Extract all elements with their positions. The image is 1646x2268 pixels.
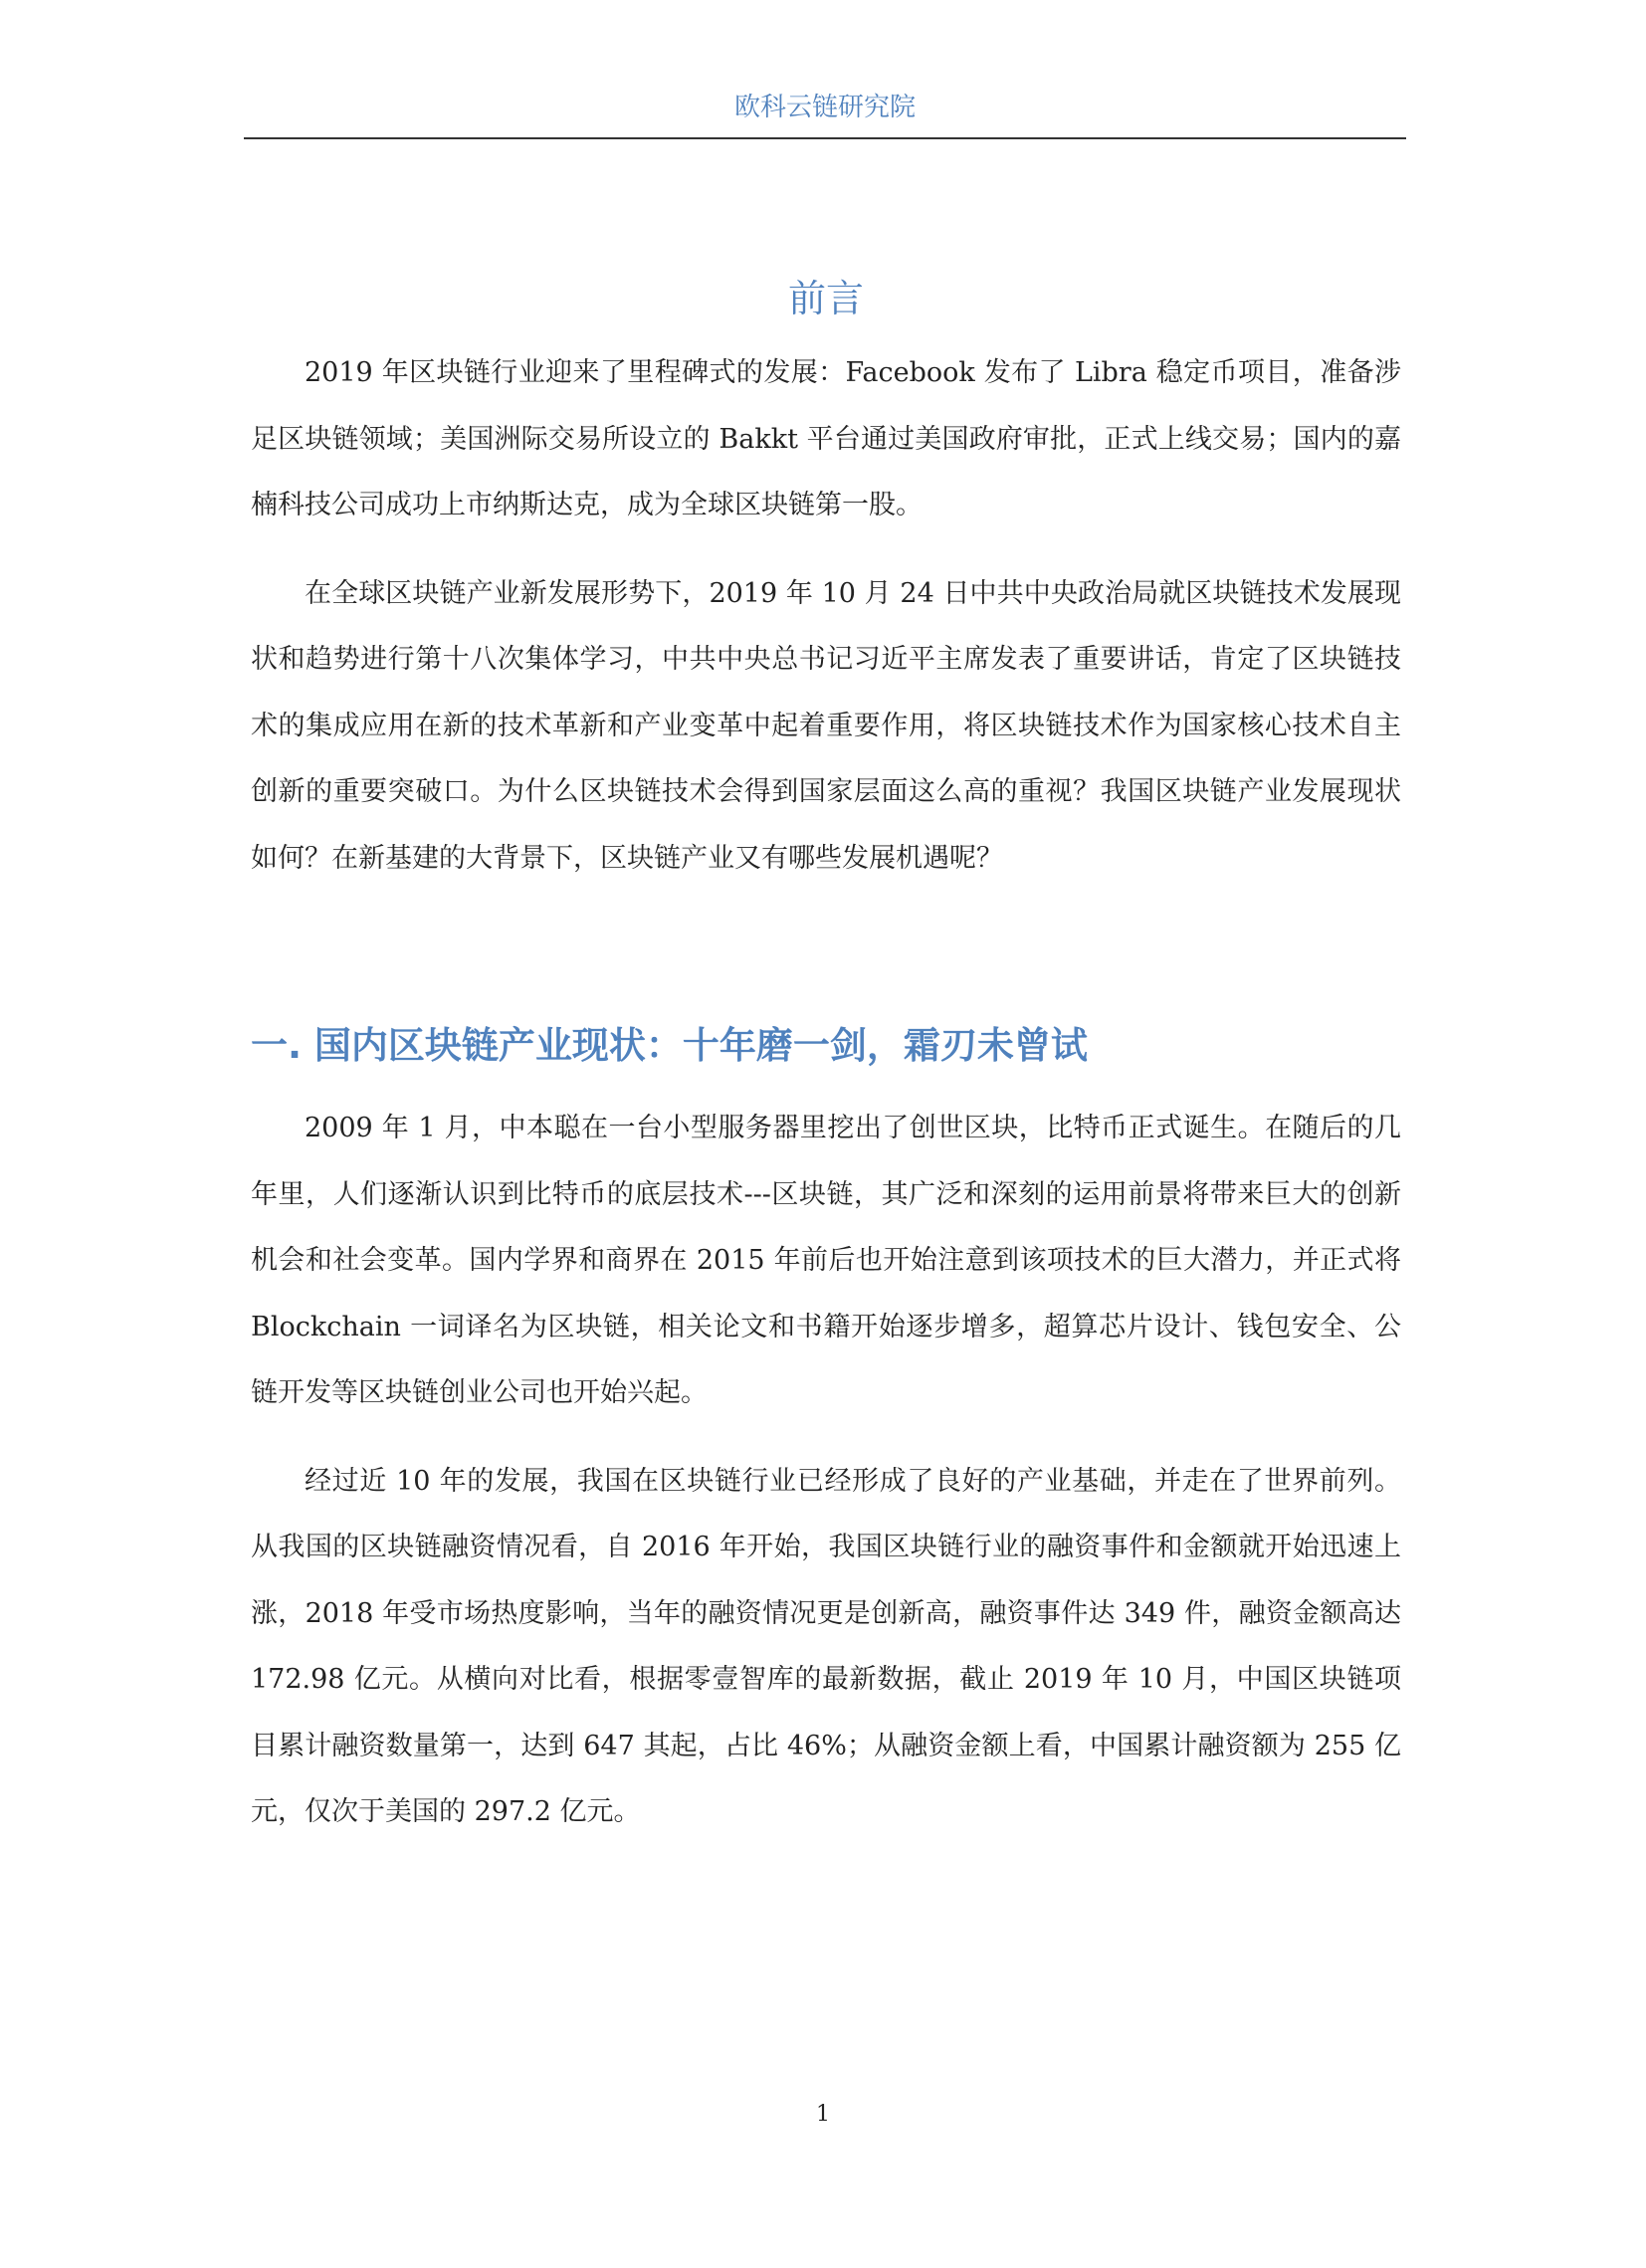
section-1-heading: 一. 国内区块链产业现状：十年磨一剑，霜刃未曾试 — [251, 1024, 1088, 1067]
page-header — [244, 92, 1406, 139]
document-body — [251, 269, 1401, 1868]
preface-heading: 前言 — [787, 277, 864, 320]
preface-paragraph-1: 2019 年区块链行业迎来了里程碑式的发展：Facebook 发布了 Libra 稳定币项目，准备涉足区块链领域；美国洲际交易所设立的 Bakkt 平台通过美国政府审批，正式上线交易；国内的嘉楠科技公司成功上市纳斯达克，成为全球区块链第一股。 — [251, 357, 1401, 520]
section-1-paragraph-2: 经过近 10 年的发展，我国在区块链行业已经形成了良好的产业基础，并走在了世界前列。从我国的区块链融资情况看，自 2016 年开始，我国区块链行业的融资事件和金额就开始迅速上涨，2018 年受市场热度影响，当年的融资情况更是创新高，融资事件达 349 件，融资金额高达 172.98 亿元。从横向对比看，根据零壹智库的最新数据，截止 2019 年 10 月，中国区块链项目累计融资数量第一，达到 647 其起，占比 46%；从融资金额上看，中国累计融资额为 255 亿元，仅次于美国的 297.2 亿元。 — [251, 1465, 1401, 1827]
header-title: 欧科云链研究院 — [733, 93, 916, 122]
page-number: 1 — [816, 2102, 830, 2127]
section-1-paragraph-1: 2009 年 1 月，中本聪在一台小型服务器里挖出了创世区块，比特币正式诞生。在随后的几年里，人们逐渐认识到比特币的底层技术---区块链，其广泛和深刻的运用前景将带来巨大的创新机会和社会变革。国内学界和商界在 2015 年前后也开始注意到该项技术的巨大潜力，并正式将 Blockchain 一词译名为区块链，相关论文和书籍开始逐步增多，超算芯片设计、钱包安全、公链开发等区块链创业公司也开始兴起。 — [251, 1113, 1401, 1408]
preface-paragraph-2: 在全球区块链产业新发展形势下，2019 年 10 月 24 日中共中央政治局就区块链技术发展现状和趋势进行第十八次集体学习，中共中央总书记习近平主席发表了重要讲话，肯定了区块链技术的集成应用在新的技术革新和产业变革中起着重要作用，将区块链技术作为国家核心技术自主创新的重要突破口。为什么区块链技术会得到国家层面这么高的重视？我国区块链产业发展现状如何？在新基建的大背景下，区块链产业又有哪些发展机遇呢？ — [251, 577, 1401, 874]
